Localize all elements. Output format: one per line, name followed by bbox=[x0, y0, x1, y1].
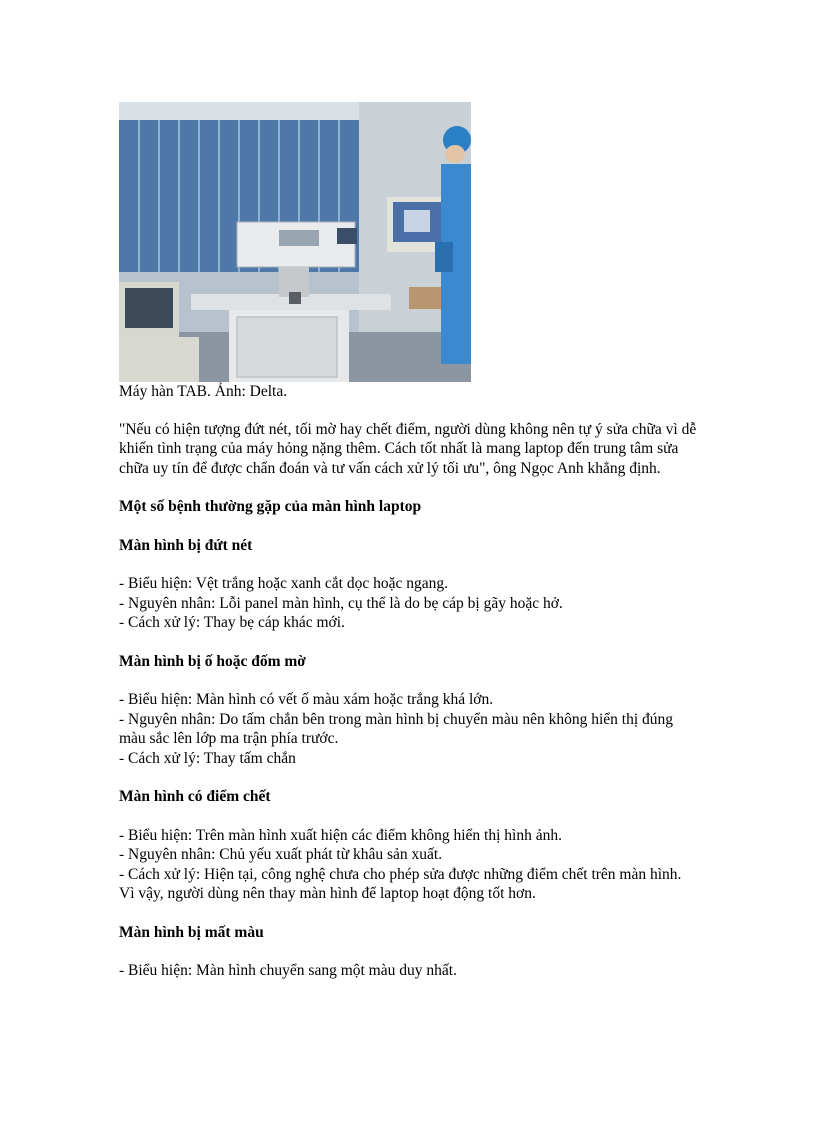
list-item: - Biểu hiện: Trên màn hình xuất hiện các điểm không hiển thị hình ảnh. bbox=[119, 826, 562, 844]
section-heading: Màn hình bị ố hoặc đốm mờ bbox=[119, 652, 306, 670]
section-heading: Màn hình có điểm chết bbox=[119, 788, 271, 805]
section-lines bbox=[119, 690, 699, 768]
list-item: - Biểu hiện: Màn hình có vết ố màu xám hoặc trắng khá lớn. bbox=[119, 691, 494, 708]
list-item: - Nguyên nhân: Chủ yếu xuất phát từ khâu sản xuất. bbox=[119, 846, 443, 863]
list-item: - Nguyên nhân: Do tấm chắn bên trong màn hình bị chuyển màu nên không hiển thị đúng màu sắc lên lớp ma trận phía trước. bbox=[119, 710, 674, 747]
section-heading: Màn hình bị đứt nét bbox=[119, 536, 253, 554]
quote-paragraph: "Nếu có hiện tượng đứt nét, tối mờ hay chết điểm, người dùng không nên tự ý sửa chữa vì dễ khiến tình trạng của máy hỏng nặng thêm. Cách tốt nhất là mang laptop đến trung tâm sửa chữa uy tín để được chẩn đoán và tư vấn cách xử lý tối ưu", ông Ngọc Anh khẳng định. bbox=[119, 420, 697, 477]
list-item: - Biểu hiện: Vệt trắng hoặc xanh cắt dọc hoặc ngang. bbox=[119, 575, 448, 592]
section-lines bbox=[119, 826, 699, 904]
list-item: - Cách xử lý: Thay bẹ cáp khác mới. bbox=[119, 614, 345, 631]
section-lines bbox=[119, 574, 699, 633]
tab-welding-machine-photo bbox=[119, 102, 471, 382]
article-page bbox=[119, 102, 699, 981]
figure-caption: Máy hàn TAB. Ảnh: Delta. bbox=[119, 383, 288, 400]
list-item: - Biểu hiện: Màn hình chuyển sang một màu duy nhất. bbox=[119, 962, 457, 979]
section-heading: Màn hình bị mất màu bbox=[119, 923, 264, 941]
list-item: - Nguyên nhân: Lỗi panel màn hình, cụ thể là do bẹ cáp bị gãy hoặc hở. bbox=[119, 594, 563, 612]
list-item: - Cách xử lý: Hiện tại, công nghệ chưa cho phép sửa được những điểm chết trên màn hình. Vì vậy, người dùng nên thay màn hình để laptop hoạt động tốt hơn. bbox=[119, 865, 682, 902]
list-item: - Cách xử lý: Thay tấm chắn bbox=[119, 749, 296, 767]
section-title: Một số bệnh thường gặp của màn hình laptop bbox=[119, 498, 422, 515]
section-lines bbox=[119, 961, 699, 981]
